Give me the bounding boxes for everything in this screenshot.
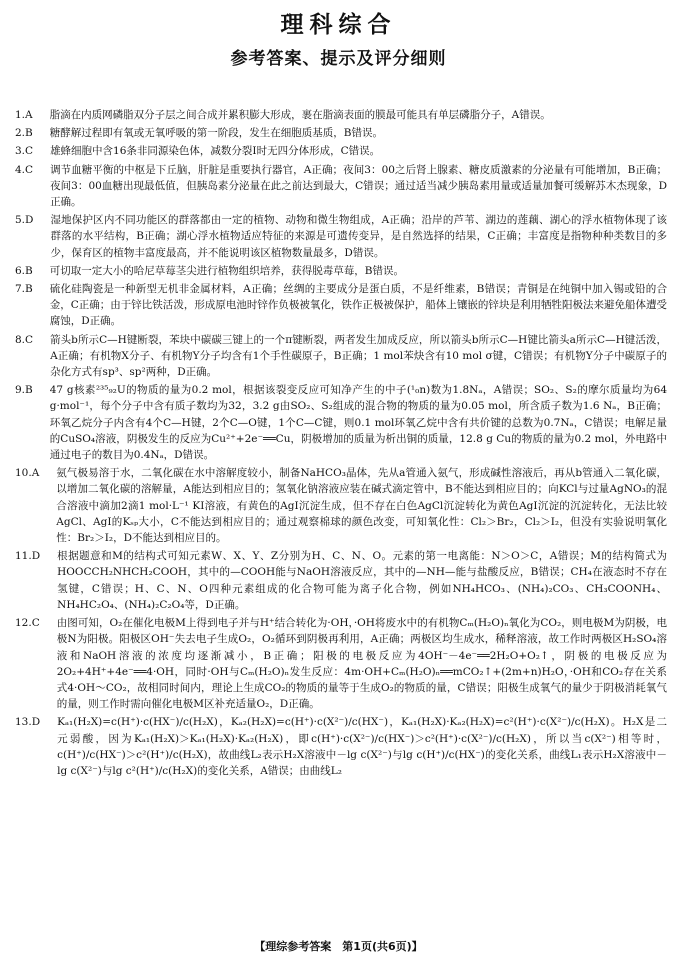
answer-item-7 (15, 281, 667, 330)
answer-explanation: 糖酵解过程即有氧或无氧呼吸的第一阶段，发生在细胞质基质，B错误。 (49, 127, 383, 140)
document-subtitle: 参考答案、提示及评分细则 (230, 49, 447, 69)
answer-explanation: 由图可知，O₂在催化电极M上得到电子并与H⁺结合转化为·OH，·OH将废水中的有机物Cₘ(H₂O)ₙ氧化为CO₂，则电极M为阴极，电极N为阳极。阳极区OH⁻失去电子生成O₂，O₂循环到阴极再利用，A正确；两极区均生成水，稀释溶液，故工作时两极区H₂SO₄溶液和NaOH溶液的浓度均逐渐减小，B正确；阳极的电极反应为4OH⁻－4e⁻══2H₂O+O₂↑，阴极的电极反应为2O₂+4H⁺+4e⁻══4·OH，同时·OH与Cₘ(H₂O)ₙ发生反应：4m·OH+Cₘ(H₂O)ₙ══mCO₂↑+(2m+n)H₂O，·OH和CO₂存在关系式4·OH～CO₂，故相同时间内，理论上生成CO₂的物质的量等于生成O₂的物质的量，C错误；阳极生成氧气的量少于阴极消耗氧气的量，则工作时需向催化电极M区补充适量O₂，D正确。 (56, 617, 667, 711)
answer-explanation: Kₐ₁(H₂X)=c(H⁺)·c(HX⁻)/c(H₂X)，Kₐ₂(H₂X)=c(H⁺)·c(X²⁻)/c(HX⁻)，Kₐ₁(H₂X)·Kₐ₂(H₂X)=c²(H⁺)·c(X²⁻)/c(H₂X)。H₂X是二元弱酸，因为Kₐ₁(H₂X)＞Kₐ₁(H₂X)·Kₐ₂(H₂X)，即c(H⁺)·c(X²⁻)/c(HX⁻)＞c²(H⁺)·c(X²⁻)/c(H₂X)，所以当c(X²⁻)相等时，c(H⁺)/c(HX⁻)＞c²(H⁺)/c(H₂X)，故曲线L₂表示H₂X溶液中－lg c(X²⁻)与lg c(H⁺)/c(HX⁻)的变化关系，曲线L₁表示H₂X溶液中－lg c(X²⁻)与lg c²(H⁺)/c(H₂X)的变化关系，A错误；由曲线L₂ (57, 716, 667, 777)
answer-explanation: 调节血糖平衡的中枢是下丘脑，肝脏是重要执行器官，A正确；夜间3：00之后肾上腺素、糖皮质激素的分泌量有可能增加，B正确；夜间3：00血糖出现最低值，但胰岛素分泌量在此之前达到最大，C错误；通过适当减少胰岛素用量或适量加餐可缓解苏木杰现象，D正确。 (50, 163, 667, 209)
answer-number: 10.A (15, 467, 40, 480)
answer-explanation: 箭头b所示C—H键断裂，苯块中碳碳三键上的一个π键断裂，两者发生加成反应，所以箭头b所示C—H键比箭头a所示C—H键活泼，A正确；有机物X分子、有机物Y分子均含有1个手性碳原子，B正确；1 mol苯炔含有10 mol σ键，C错误；有机物Y分子中碳原子的杂化方式有sp³、sp²两种，D正确。 (50, 333, 667, 379)
answer-item-10 (15, 465, 667, 546)
answer-item-8 (15, 332, 667, 381)
answer-number: 11.D (15, 550, 41, 563)
answer-number: 2.B (15, 127, 33, 140)
answer-number: 9.B (15, 384, 33, 397)
answer-explanation: 氨气极易溶于水，二氧化碳在水中溶解度较小，制备NaHCO₃晶体，先从a管通入氨气，形成碱性溶液后，再从b管通入二氧化碳，以增加二氧化碳的溶解量，A能达到相应目的；氢氧化钠溶液应装在碱式滴定管中，B不能达到相应目的；向KCl与过量AgNO₃的混合溶液中滴加2滴1 mol·L⁻¹ KI溶液，有黄色的AgI沉淀生成，但不存在白色AgCl沉淀转化为黄色AgI沉淀的沉淀转化，无法比较AgCl、AgI的Kₛₚ大小，C不能达到相应目的；通过观察棉球的颜色改变，可知氧化性：Cl₂＞Br₂，Cl₂＞I₂，但没有实验说明氧化性：Br₂＞I₂，D不能达到相应目的。 (56, 467, 667, 545)
answer-item-5 (15, 212, 667, 261)
answer-explanation: 湿地保护区内不同功能区的群落都由一定的植物、动物和微生物组成，A正确；沿岸的芦苇、湖边的莲藕、湖心的浮水植物体现了该群落的水平结构，B正确；湖心浮水植物适应特征的来源是可遗传变异，是自然选择的结果，C正确；丰富度是指物种种类数目的多少，保育区的植物丰富度最高，并不能说明该区植物数量最多，D错误。 (50, 214, 667, 259)
answer-number: 5.D (15, 214, 34, 227)
answer-explanation: 脂滴在内质网磷脂双分子层之间合成并累积膨大形成，裹在脂滴表面的膜最可能具有单层磷脂分子，A错误。 (49, 109, 551, 121)
answer-explanation: 硫化硅陶瓷是一种新型无机非金属材料，A正确；丝绸的主要成分是蛋白质，不是纤维素，B错误；青铜是在纯铜中加入锡或铅的合金，C正确；由于锌比铁活泼，形成原电池时锌作负极被氧化，铁作正极被保护，船体上镶嵌的锌块是利用牺牲阳极法来避免船体遭受腐蚀，D正确。 (49, 283, 667, 328)
answer-list (15, 107, 667, 781)
answer-explanation: 47 g核素²³⁵₉₂U的物质的量为0.2 mol，根据该裂变反应可知净产生的中子(¹₀n)数为1.8Nₐ，A错误；SO₂、S₂的摩尔质量均为64 g·mol⁻¹，每个分子中含有质子数均为32，3.2 g由SO₂、S₂组成的混合物的物质的量为0.05 mol，所含质子数为1.6 Nₐ，B正确；环氧乙烷分子内含有4个C—H键，2个C—O键，1个C—C键，则0.1 mol环氧乙烷中含有共价键的总数为0.7Nₐ，C错误；电解足量的CuSO₄溶液，阴极发生的反应为Cu²⁺+2e⁻══Cu，阴极增加的质量为析出铜的质量，12.8 g Cu的物质的量为0.2 mol，外电路中通过电子的数目为0.4Nₐ，D错误。 (49, 384, 667, 462)
answer-number: 7.B (15, 283, 33, 296)
answer-item-12 (15, 615, 667, 712)
answer-number: 6.B (15, 264, 33, 277)
answer-item-9 (15, 382, 667, 463)
answer-number: 13.D (15, 716, 41, 729)
answer-explanation: 雄蜂细胞中含16条非同源染色体，减数分裂Ⅰ时无四分体形成，C错误。 (50, 145, 381, 158)
answer-item-1 (15, 107, 667, 123)
answer-explanation: 可切取一定大小的哈尼草莓茎尖进行植物组织培养，获得脱毒草莓，B错误。 (49, 264, 404, 277)
answer-item-6 (15, 263, 667, 279)
page-footer: 【理综参考答案 第1页(共6页)】 (254, 940, 423, 953)
answer-item-11 (15, 548, 667, 613)
answer-item-4 (15, 162, 667, 211)
answer-number: 8.C (15, 333, 34, 346)
answer-number: 1.A (15, 109, 33, 121)
answer-number: 12.C (15, 617, 40, 630)
answer-item-13 (15, 714, 667, 779)
answer-item-2 (15, 125, 667, 141)
answer-number: 4.C (15, 163, 34, 176)
answer-number: 3.C (15, 145, 34, 158)
answer-item-3 (15, 143, 667, 159)
answer-explanation: 根据题意和M的结构式可知元素W、X、Y、Z分别为H、C、N、O。元素的第一电离能：N＞O＞C，A错误；M的结构简式为HOOCCH₂NHCH₂COOH，其中的—COOH能与NaOH溶液反应，其中的—NH—能与盐酸反应，B错误；CH₄在液态时不存在氢键，C错误；H、C、N、O四种元素组成的化合物可能为离子化合物，例如NH₄HCO₃、(NH₄)₂CO₃、CH₃COONH₄、NH₄HC₂O₄、(NH₄)₂C₂O₄等，D正确。 (57, 550, 667, 611)
document-title: 理科综合 (280, 12, 397, 38)
